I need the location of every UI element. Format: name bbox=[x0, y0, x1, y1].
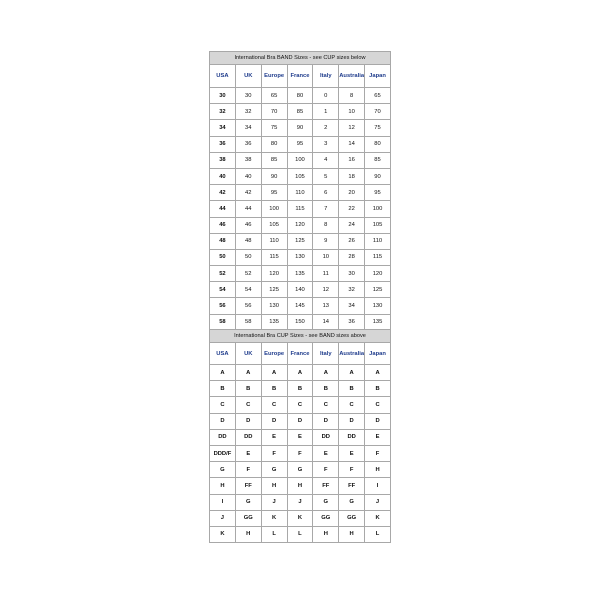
band-table-cell: 9 bbox=[313, 233, 339, 249]
cup-table-cell: D bbox=[339, 413, 365, 429]
band-table-cell: 14 bbox=[313, 314, 339, 330]
cup-table-cell: J bbox=[287, 494, 313, 510]
band-table-cell: 20 bbox=[339, 185, 365, 201]
cup-table-cell: E bbox=[261, 429, 287, 445]
band-size-panel bbox=[209, 51, 391, 331]
band-table-cell: 130 bbox=[365, 298, 391, 314]
band-table-cell: 65 bbox=[365, 88, 391, 104]
band-table-cell: 100 bbox=[261, 201, 287, 217]
band-table-cell: 115 bbox=[365, 249, 391, 265]
band-table-cell: 52 bbox=[210, 266, 236, 282]
band-table-cell: 80 bbox=[261, 136, 287, 152]
cup-table-cell: K bbox=[287, 510, 313, 526]
band-table-cell: 11 bbox=[313, 266, 339, 282]
cup-table-cell: G bbox=[235, 494, 261, 510]
cup-table-cell: F bbox=[287, 445, 313, 461]
band-table-row bbox=[210, 298, 391, 314]
cup-table-cell: D bbox=[313, 413, 339, 429]
cup-table-cell: C bbox=[235, 397, 261, 413]
band-table-cell: 30 bbox=[210, 88, 236, 104]
band-table-cell: 36 bbox=[339, 314, 365, 330]
band-table-cell: 0 bbox=[313, 88, 339, 104]
band-table-cell: 12 bbox=[313, 282, 339, 298]
cup-table-cell: J bbox=[210, 510, 236, 526]
cup-table-cell: GG bbox=[235, 510, 261, 526]
cup-table-cell: B bbox=[287, 381, 313, 397]
cup-table-row bbox=[210, 462, 391, 478]
band-table-cell: 10 bbox=[313, 249, 339, 265]
band-table-cell: 115 bbox=[287, 201, 313, 217]
band-table-row bbox=[210, 233, 391, 249]
band-table-cell: 30 bbox=[235, 88, 261, 104]
band-table-cell: 32 bbox=[210, 104, 236, 120]
cup-table-cell: G bbox=[339, 494, 365, 510]
cup-table-cell: A bbox=[287, 365, 313, 381]
band-table-cell: 75 bbox=[365, 120, 391, 136]
band-table-cell: 50 bbox=[210, 249, 236, 265]
header-uk: UK bbox=[235, 65, 261, 88]
cup-table-cell: A bbox=[235, 365, 261, 381]
band-table-cell: 24 bbox=[339, 217, 365, 233]
cup-table-cell: DD bbox=[339, 429, 365, 445]
band-table-cell: 44 bbox=[235, 201, 261, 217]
band-table-cell: 38 bbox=[235, 152, 261, 168]
band-table-cell: 80 bbox=[287, 88, 313, 104]
cup-table-cell: E bbox=[235, 445, 261, 461]
band-table-cell: 40 bbox=[210, 168, 236, 184]
band-table-cell: 18 bbox=[339, 168, 365, 184]
cup-table-cell: D bbox=[210, 413, 236, 429]
band-table-row bbox=[210, 217, 391, 233]
band-table-cell: 5 bbox=[313, 168, 339, 184]
band-table-row bbox=[210, 185, 391, 201]
cup-table-cell: B bbox=[210, 381, 236, 397]
band-table-cell: 46 bbox=[210, 217, 236, 233]
band-table-cell: 65 bbox=[261, 88, 287, 104]
band-table-cell: 54 bbox=[210, 282, 236, 298]
cup-table-cell: D bbox=[365, 413, 391, 429]
band-table-cell: 32 bbox=[339, 282, 365, 298]
band-size-table bbox=[209, 64, 391, 331]
band-table-cell: 135 bbox=[287, 266, 313, 282]
band-table-row bbox=[210, 88, 391, 104]
band-table-row bbox=[210, 152, 391, 168]
cup-table-cell: C bbox=[210, 397, 236, 413]
cup-table-cell: DD bbox=[210, 429, 236, 445]
band-table-cell: 90 bbox=[261, 168, 287, 184]
band-table-row bbox=[210, 104, 391, 120]
cup-table-cell: FF bbox=[339, 478, 365, 494]
band-table-cell: 70 bbox=[365, 104, 391, 120]
band-table-cell: 115 bbox=[261, 249, 287, 265]
cup-table-cell: C bbox=[287, 397, 313, 413]
header-japan: Japan bbox=[365, 343, 391, 365]
band-table-cell: 58 bbox=[210, 314, 236, 330]
band-table-cell: 110 bbox=[261, 233, 287, 249]
band-table-cell: 70 bbox=[261, 104, 287, 120]
header-australia: Australia bbox=[339, 343, 365, 365]
band-table-cell: 95 bbox=[287, 136, 313, 152]
band-table-cell: 12 bbox=[339, 120, 365, 136]
band-table-cell: 34 bbox=[339, 298, 365, 314]
cup-table-cell: G bbox=[287, 462, 313, 478]
band-table-cell: 22 bbox=[339, 201, 365, 217]
band-table-cell: 56 bbox=[235, 298, 261, 314]
band-table-row bbox=[210, 201, 391, 217]
cup-table-cell: E bbox=[313, 445, 339, 461]
band-table-cell: 52 bbox=[235, 266, 261, 282]
band-table-cell: 36 bbox=[210, 136, 236, 152]
cup-table-cell: C bbox=[261, 397, 287, 413]
cup-table-cell: H bbox=[235, 526, 261, 542]
band-table-cell: 90 bbox=[287, 120, 313, 136]
band-table-cell: 130 bbox=[261, 298, 287, 314]
cup-table-cell: B bbox=[339, 381, 365, 397]
band-table-cell: 85 bbox=[287, 104, 313, 120]
cup-table-cell: H bbox=[210, 478, 236, 494]
cup-table-cell: A bbox=[365, 365, 391, 381]
band-header-row bbox=[210, 65, 391, 88]
header-usa: USA bbox=[210, 65, 236, 88]
cup-table-cell: DDD/F bbox=[210, 445, 236, 461]
header-france: France bbox=[287, 343, 313, 365]
band-table-cell: 125 bbox=[261, 282, 287, 298]
band-table-cell: 58 bbox=[235, 314, 261, 330]
band-table-cell: 44 bbox=[210, 201, 236, 217]
band-table-cell: 26 bbox=[339, 233, 365, 249]
cup-table-cell: B bbox=[365, 381, 391, 397]
band-table-cell: 105 bbox=[365, 217, 391, 233]
cup-table-row bbox=[210, 494, 391, 510]
cup-table-cell: E bbox=[287, 429, 313, 445]
cup-table-row bbox=[210, 413, 391, 429]
band-table-cell: 48 bbox=[235, 233, 261, 249]
cup-table-cell: A bbox=[210, 365, 236, 381]
band-table-cell: 105 bbox=[287, 168, 313, 184]
band-table-cell: 3 bbox=[313, 136, 339, 152]
header-europe: Europe bbox=[261, 343, 287, 365]
cup-table-cell: L bbox=[365, 526, 391, 542]
cup-table-cell: DD bbox=[235, 429, 261, 445]
header-italy: Italy bbox=[313, 65, 339, 88]
cup-table-cell: D bbox=[235, 413, 261, 429]
band-table-cell: 13 bbox=[313, 298, 339, 314]
cup-table-cell: C bbox=[339, 397, 365, 413]
cup-table-body bbox=[210, 365, 391, 543]
cup-table-cell: H bbox=[313, 526, 339, 542]
band-table-cell: 125 bbox=[287, 233, 313, 249]
band-table-cell: 125 bbox=[365, 282, 391, 298]
cup-table-cell: K bbox=[261, 510, 287, 526]
band-table-cell: 130 bbox=[287, 249, 313, 265]
header-usa: USA bbox=[210, 343, 236, 365]
header-italy: Italy bbox=[313, 343, 339, 365]
band-table-cell: 30 bbox=[339, 266, 365, 282]
cup-table-cell: H bbox=[261, 478, 287, 494]
cup-table-cell: K bbox=[210, 526, 236, 542]
cup-table-cell: H bbox=[339, 526, 365, 542]
cup-table-row bbox=[210, 478, 391, 494]
band-table-cell: 100 bbox=[287, 152, 313, 168]
band-table-cell: 75 bbox=[261, 120, 287, 136]
cup-table-cell: FF bbox=[313, 478, 339, 494]
band-table-cell: 135 bbox=[365, 314, 391, 330]
band-table-cell: 36 bbox=[235, 136, 261, 152]
band-table-cell: 145 bbox=[287, 298, 313, 314]
cup-table-cell: A bbox=[313, 365, 339, 381]
cup-table-cell: C bbox=[365, 397, 391, 413]
band-table-cell: 42 bbox=[235, 185, 261, 201]
cup-table-cell: D bbox=[261, 413, 287, 429]
cup-table-cell: E bbox=[365, 429, 391, 445]
band-table-cell: 46 bbox=[235, 217, 261, 233]
band-table-cell: 120 bbox=[365, 266, 391, 282]
band-table-cell: 100 bbox=[365, 201, 391, 217]
header-uk: UK bbox=[235, 343, 261, 365]
band-table-cell: 90 bbox=[365, 168, 391, 184]
band-table-cell: 10 bbox=[339, 104, 365, 120]
cup-table-cell: G bbox=[313, 494, 339, 510]
cup-table-cell: J bbox=[365, 494, 391, 510]
band-table-cell: 8 bbox=[313, 217, 339, 233]
band-table-cell: 120 bbox=[261, 266, 287, 282]
cup-table-cell: J bbox=[261, 494, 287, 510]
band-table-cell: 1 bbox=[313, 104, 339, 120]
band-table-cell: 34 bbox=[210, 120, 236, 136]
cup-table-cell: I bbox=[365, 478, 391, 494]
cup-table-cell: B bbox=[313, 381, 339, 397]
band-table-cell: 95 bbox=[261, 185, 287, 201]
band-table-title: International Bra BAND Sizes - see CUP sizes below bbox=[209, 51, 391, 64]
band-table-cell: 34 bbox=[235, 120, 261, 136]
band-table-cell: 4 bbox=[313, 152, 339, 168]
band-table-row bbox=[210, 136, 391, 152]
band-table-cell: 54 bbox=[235, 282, 261, 298]
cup-table-cell: B bbox=[261, 381, 287, 397]
cup-table-row bbox=[210, 429, 391, 445]
cup-table-title: International Bra CUP Sizes - see BAND sizes above bbox=[209, 329, 391, 342]
cup-table-cell: K bbox=[365, 510, 391, 526]
cup-table-cell: E bbox=[339, 445, 365, 461]
cup-table-cell: C bbox=[313, 397, 339, 413]
cup-table-row bbox=[210, 365, 391, 381]
band-table-cell: 14 bbox=[339, 136, 365, 152]
band-table-cell: 32 bbox=[235, 104, 261, 120]
cup-table-cell: F bbox=[235, 462, 261, 478]
band-table-cell: 110 bbox=[365, 233, 391, 249]
cup-table-cell: H bbox=[287, 478, 313, 494]
cup-table-cell: F bbox=[313, 462, 339, 478]
band-table-row bbox=[210, 120, 391, 136]
cup-table-cell: L bbox=[287, 526, 313, 542]
cup-table-row bbox=[210, 510, 391, 526]
cup-table-cell: F bbox=[261, 445, 287, 461]
cup-table-cell: G bbox=[261, 462, 287, 478]
header-japan: Japan bbox=[365, 65, 391, 88]
header-europe: Europe bbox=[261, 65, 287, 88]
band-table-body bbox=[210, 88, 391, 331]
band-table-cell: 140 bbox=[287, 282, 313, 298]
header-france: France bbox=[287, 65, 313, 88]
band-table-cell: 28 bbox=[339, 249, 365, 265]
band-table-row bbox=[210, 314, 391, 330]
band-table-cell: 95 bbox=[365, 185, 391, 201]
cup-size-panel bbox=[209, 329, 391, 543]
band-table-cell: 6 bbox=[313, 185, 339, 201]
band-table-cell: 7 bbox=[313, 201, 339, 217]
band-table-cell: 56 bbox=[210, 298, 236, 314]
band-table-cell: 80 bbox=[365, 136, 391, 152]
band-table-row bbox=[210, 282, 391, 298]
band-table-cell: 48 bbox=[210, 233, 236, 249]
band-table-cell: 42 bbox=[210, 185, 236, 201]
band-table-cell: 2 bbox=[313, 120, 339, 136]
band-table-cell: 38 bbox=[210, 152, 236, 168]
cup-table-cell: DD bbox=[313, 429, 339, 445]
cup-table-cell: H bbox=[365, 462, 391, 478]
band-table-cell: 50 bbox=[235, 249, 261, 265]
cup-table-cell: F bbox=[339, 462, 365, 478]
cup-table-cell: B bbox=[235, 381, 261, 397]
band-table-row bbox=[210, 168, 391, 184]
band-table-cell: 16 bbox=[339, 152, 365, 168]
cup-table-cell: L bbox=[261, 526, 287, 542]
cup-size-table bbox=[209, 342, 391, 543]
band-table-cell: 8 bbox=[339, 88, 365, 104]
cup-table-cell: A bbox=[261, 365, 287, 381]
cup-table-cell: I bbox=[210, 494, 236, 510]
band-table-cell: 150 bbox=[287, 314, 313, 330]
cup-table-row bbox=[210, 397, 391, 413]
cup-table-row bbox=[210, 526, 391, 542]
band-table-cell: 120 bbox=[287, 217, 313, 233]
band-table-row bbox=[210, 249, 391, 265]
band-table-cell: 135 bbox=[261, 314, 287, 330]
cup-header-row bbox=[210, 343, 391, 365]
cup-table-cell: F bbox=[365, 445, 391, 461]
band-table-cell: 85 bbox=[365, 152, 391, 168]
cup-table-cell: A bbox=[339, 365, 365, 381]
cup-table-row bbox=[210, 381, 391, 397]
cup-table-cell: G bbox=[210, 462, 236, 478]
header-australia: Australia bbox=[339, 65, 365, 88]
band-table-cell: 40 bbox=[235, 168, 261, 184]
cup-table-cell: D bbox=[287, 413, 313, 429]
cup-table-cell: FF bbox=[235, 478, 261, 494]
band-table-cell: 110 bbox=[287, 185, 313, 201]
cup-table-cell: GG bbox=[339, 510, 365, 526]
cup-table-cell: GG bbox=[313, 510, 339, 526]
band-table-cell: 105 bbox=[261, 217, 287, 233]
band-table-row bbox=[210, 266, 391, 282]
band-table-cell: 85 bbox=[261, 152, 287, 168]
cup-table-row bbox=[210, 445, 391, 461]
